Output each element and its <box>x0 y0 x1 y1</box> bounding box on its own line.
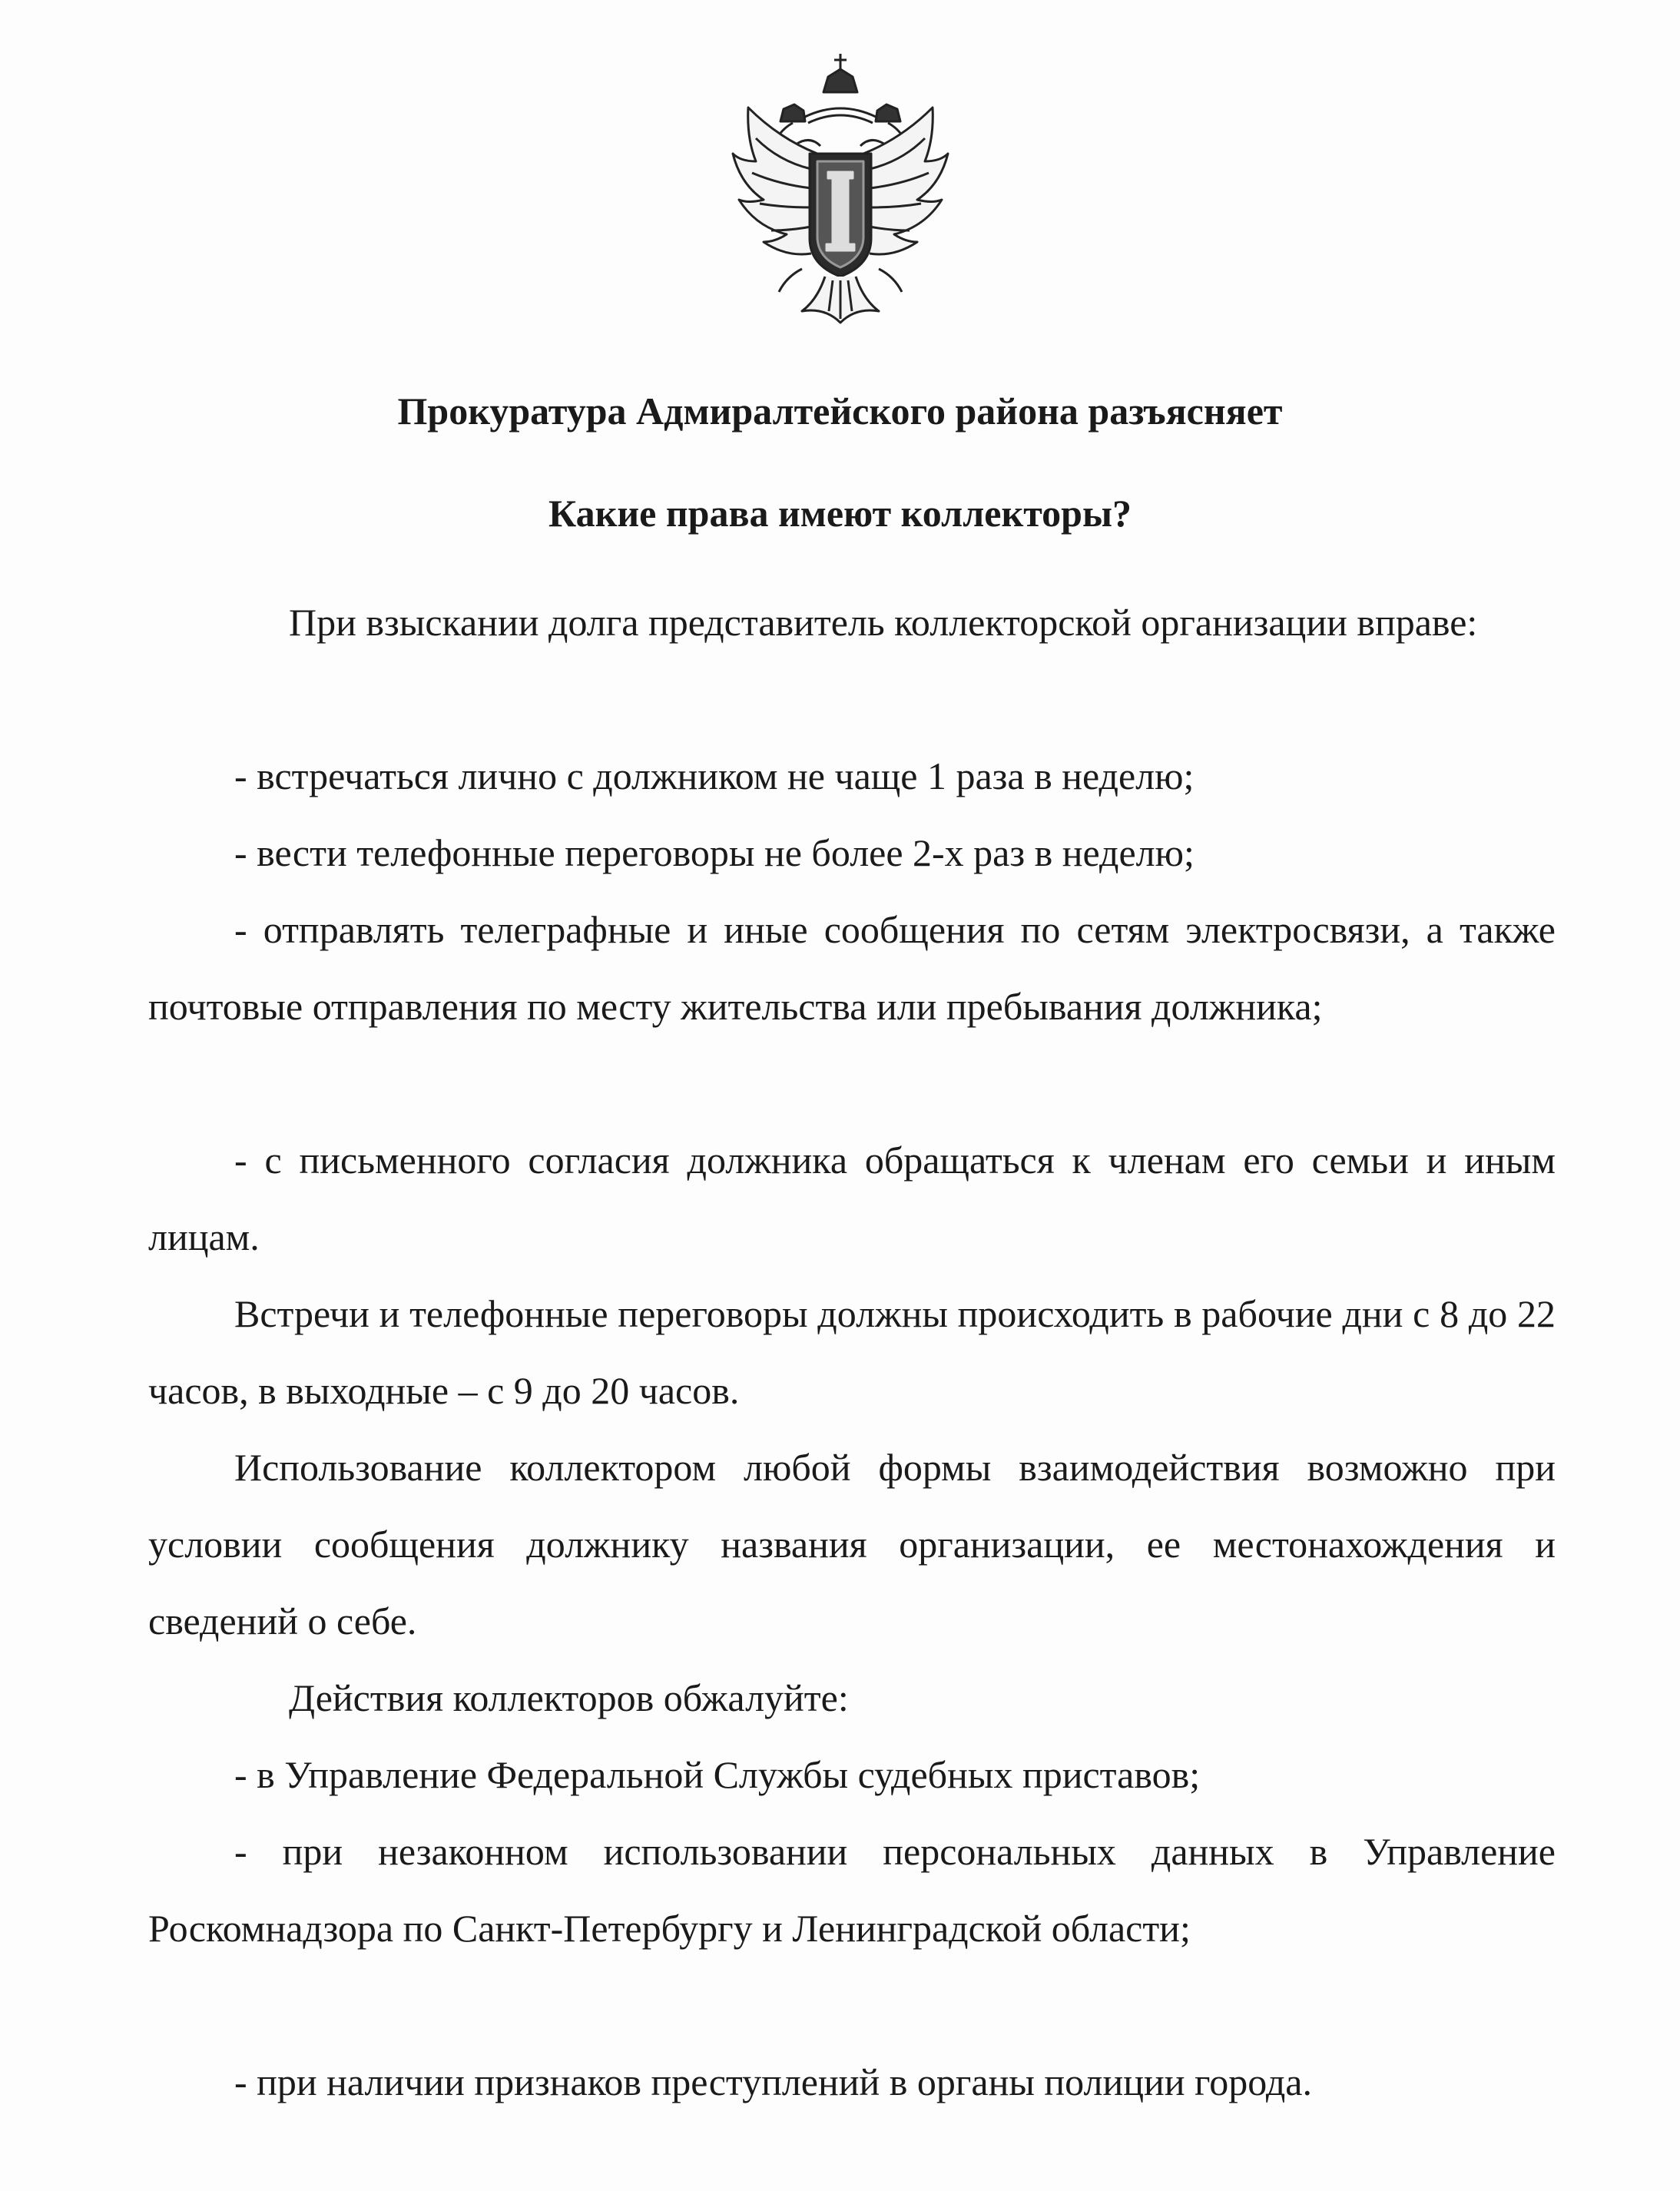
document-title: Прокуратура Адмиралтейского района разъясняет <box>397 389 1283 433</box>
usage-paragraph: Использование коллектором любой формы взаимодействия возможно при условии сообщения должнику названия организации, ее местонахождения и сведений о себе. <box>148 1446 1556 1642</box>
rights-list-item: - с письменного согласия должника обращаться к членам его семьи и иным лицам. <box>148 1139 1556 1258</box>
appeal-list-item: - в Управление Федеральной Службы судебных приставов; <box>234 1753 1201 1796</box>
intro-paragraph: При взыскании долга представитель коллекторской организации вправе: <box>289 601 1478 644</box>
appeal-list-item: - при незаконном использовании персональных данных в Управление Роскомнадзора по Санкт-Петербургу и Ленинградской области; <box>148 1830 1556 1950</box>
rights-list-item: - отправлять телеграфные и иные сообщения по сетям электросвязи, а также почтовые отправления по месту жительства или пребывания должника; <box>148 908 1556 1028</box>
document-subtitle: Какие права имеют коллекторы? <box>548 492 1132 535</box>
rights-list-item: - вести телефонные переговоры не более 2-х раз в неделю; <box>234 831 1195 874</box>
appeal-list-item: - при наличии признаков преступлений в органы полиции города. <box>234 2060 1312 2103</box>
meetings-paragraph: Встречи и телефонные переговоры должны происходить в рабочие дни с 8 до 22 часов, в выходные – с 9 до 20 часов. <box>148 1292 1556 1412</box>
appeal-intro: Действия коллекторов обжалуйте: <box>289 1676 849 1719</box>
rights-list-item: - встречаться лично с должником не чаще 1 раза в неделю; <box>234 754 1195 797</box>
prosecutor-eagle-emblem-icon <box>725 46 956 336</box>
